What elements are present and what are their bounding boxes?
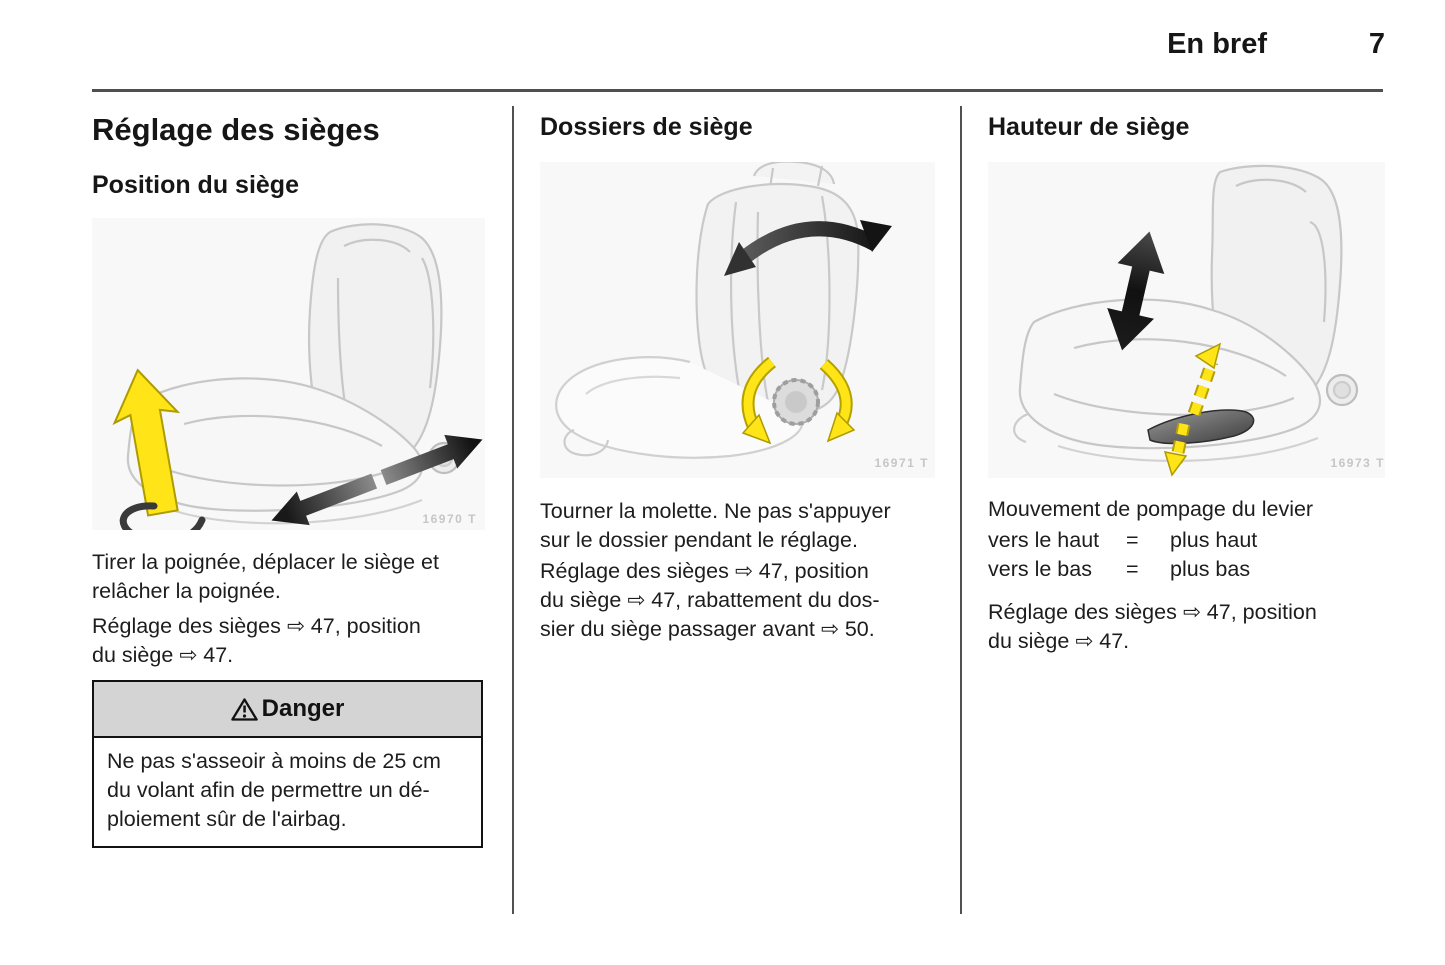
danger-body-line: ploiement sûr de l'airbag. xyxy=(107,807,347,831)
danger-body xyxy=(94,738,481,834)
eq-sign: = xyxy=(1126,557,1139,581)
seat-outline xyxy=(128,224,459,523)
section-title-hauteur-de-siege: Hauteur de siège xyxy=(988,113,1190,141)
danger-header xyxy=(94,682,481,738)
danger-title: Danger xyxy=(261,695,345,722)
paragraph-line: Réglage des sièges ⇨ 47, position xyxy=(92,614,421,638)
header-section-title: En bref xyxy=(1167,28,1267,60)
paragraph-line: sier du siège passager avant ⇨ 50. xyxy=(540,617,875,641)
figure-caption: 16973 T xyxy=(1330,456,1385,470)
column-divider xyxy=(512,106,514,914)
equivalence-list xyxy=(988,526,1257,584)
eq-result: plus bas xyxy=(1170,557,1251,581)
paragraph-line: du siège ⇨ 47. xyxy=(988,629,1130,653)
paragraph-line: Tirer la poignée, déplacer le siège et xyxy=(92,550,439,574)
paragraph xyxy=(540,497,891,555)
eq-result: plus haut xyxy=(1170,528,1258,552)
paragraph xyxy=(988,495,1313,524)
equivalence-row xyxy=(988,526,1257,555)
seat-height-figure xyxy=(988,162,1385,478)
paragraph-line: Mouvement de pompage du levier xyxy=(988,497,1314,521)
paragraph-line: sur le dossier pendant le réglage. xyxy=(540,528,858,552)
section-title-dossiers-de-siege: Dossiers de siège xyxy=(540,113,753,141)
danger-triangle-icon xyxy=(231,697,258,722)
equivalence-row xyxy=(988,555,1257,584)
danger-body-line: du volant afin de permettre un dé- xyxy=(107,778,430,802)
seat-backrest-illustration xyxy=(540,162,935,478)
header-page-number: 7 xyxy=(1368,28,1385,60)
subsection-title-position-du-siege: Position du siège xyxy=(92,171,299,199)
seat-backrest-figure xyxy=(540,162,935,478)
seat-position-figure xyxy=(92,218,485,530)
paragraph-line: Tourner la molette. Ne pas s'appuyer xyxy=(540,499,891,523)
paragraph-line: Réglage des sièges ⇨ 47, position xyxy=(988,600,1317,624)
recliner-knob xyxy=(774,380,818,424)
paragraph xyxy=(92,548,439,606)
paragraph-line: Réglage des sièges ⇨ 47, position xyxy=(540,559,869,583)
column-divider xyxy=(960,106,962,914)
section-title-reglage-des-sieges: Réglage des sièges xyxy=(92,112,380,147)
eq-term: vers le haut xyxy=(988,528,1100,552)
figure-caption: 16970 T xyxy=(422,512,477,526)
paragraph xyxy=(540,557,880,644)
seat-height-illustration xyxy=(988,162,1385,478)
header-rule xyxy=(92,89,1383,92)
seat-position-illustration xyxy=(92,218,485,530)
paragraph xyxy=(92,612,421,670)
paragraph-line: du siège ⇨ 47, rabattement du dos- xyxy=(540,588,880,612)
paragraph-line: relâcher la poignée. xyxy=(92,579,281,603)
figure-caption: 16971 T xyxy=(874,456,929,470)
paragraph xyxy=(988,598,1317,656)
danger-warning-box xyxy=(92,680,483,848)
danger-body-line: Ne pas s'asseoir à moins de 25 cm xyxy=(107,749,441,773)
eq-term: vers le bas xyxy=(988,557,1092,581)
paragraph-line: du siège ⇨ 47. xyxy=(92,643,234,667)
eq-sign: = xyxy=(1126,528,1139,552)
